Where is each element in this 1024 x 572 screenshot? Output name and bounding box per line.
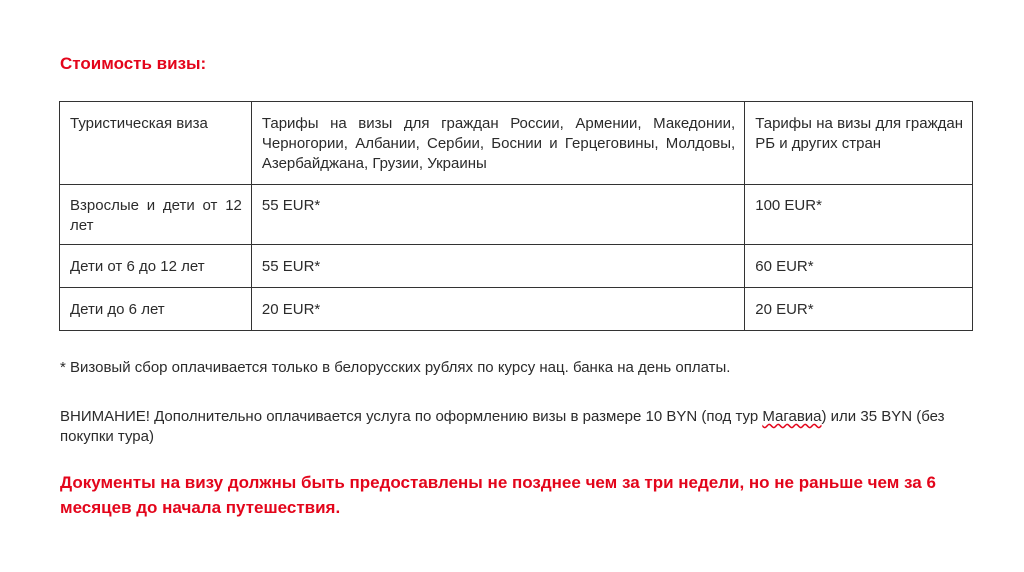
attention-text-before: ВНИМАНИЕ! Дополнительно оплачивается услуга по оформлению визы в размере 10 BYN (под тур: [60, 408, 763, 425]
fee-footnote: * Визовый сбор оплачивается только в белорусских рублях по курсу нац. банка на день оплаты.: [60, 359, 731, 376]
page-title: Стоимость визы:: [60, 54, 207, 73]
row-price-group1: 55 EUR*: [251, 245, 744, 288]
header-visa-type: Туристическая виза: [60, 102, 252, 185]
row-category: Дети от 6 до 12 лет: [60, 245, 252, 288]
attention-note: [60, 407, 960, 447]
row-price-group2: 60 EUR*: [745, 245, 973, 288]
documents-deadline-warning: Документы на визу должны быть предоставлены не позднее чем за три недели, но не раньше чем за 6 месяцев до начала путешествия.: [60, 473, 936, 517]
table-row: [60, 185, 973, 245]
table-header-row: [60, 102, 973, 185]
table-row: [60, 288, 973, 331]
header-tariff-group1: Тарифы на визы для граждан России, Армении, Македонии, Черногории, Албании, Сербии, Боснии и Герцеговины, Молдовы, Азербайджана, Грузии, Украины: [251, 102, 744, 185]
row-category: Дети до 6 лет: [60, 288, 252, 331]
visa-fee-table: [59, 101, 973, 331]
header-tariff-group2: Тарифы на визы для граждан РБ и других стран: [745, 102, 973, 185]
row-price-group1: 55 EUR*: [251, 185, 744, 245]
table-row: [60, 245, 973, 288]
row-price-group1: 20 EUR*: [251, 288, 744, 331]
row-price-group2: 20 EUR*: [745, 288, 973, 331]
row-category: Взрослые и дети от 12 лет: [60, 185, 252, 245]
brand-name: Магавиа: [762, 408, 822, 425]
attention-text-after: ) или 35 BYN (без покупки тура): [60, 408, 945, 445]
row-price-group2: 100 EUR*: [745, 185, 973, 245]
